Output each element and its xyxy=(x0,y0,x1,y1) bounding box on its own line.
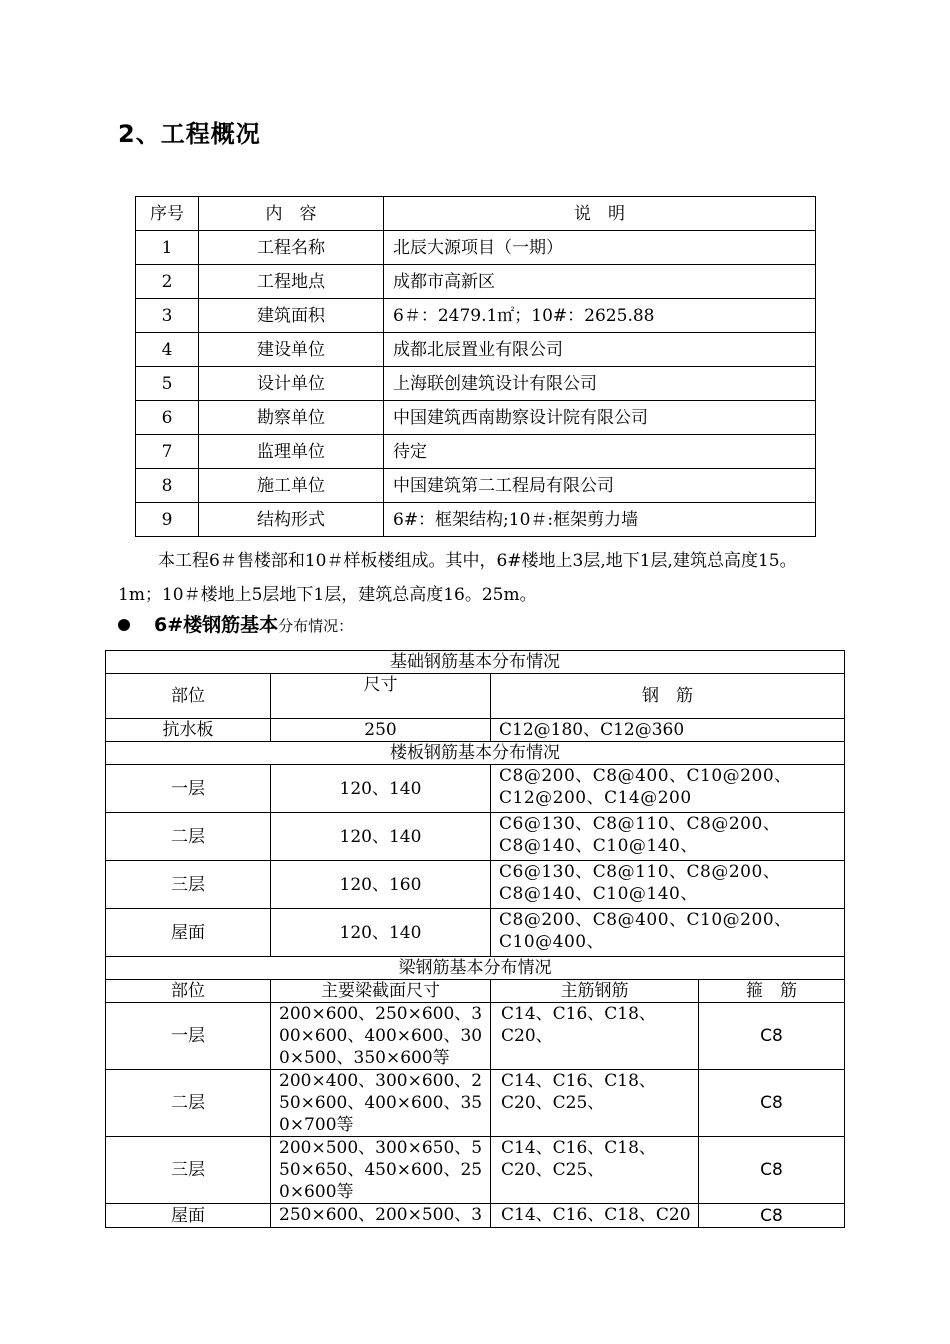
table-row xyxy=(136,401,816,435)
table-row xyxy=(136,333,816,367)
slab-rebar: C8@200、C8@400、C10@200、C12@200、C14@200 xyxy=(491,765,845,813)
foundation-header-size: 尺寸 xyxy=(271,674,491,719)
overview-desc-cell: 待定 xyxy=(384,435,816,469)
overview-header-content: 内 容 xyxy=(199,197,384,231)
beam-header-part: 部位 xyxy=(106,980,271,1003)
beam-section: 250×600、200×500、3 xyxy=(271,1204,491,1228)
overview-index-cell: 9 xyxy=(136,503,199,537)
bullet-heading xyxy=(118,610,353,637)
slab-size: 120、140 xyxy=(271,909,491,957)
overview-item-cell: 监理单位 xyxy=(199,435,384,469)
foundation-part: 抗水板 xyxy=(106,719,271,742)
table-row xyxy=(136,435,816,469)
table-row xyxy=(106,1003,845,1070)
beam-part: 二层 xyxy=(106,1070,271,1137)
overview-index-cell: 8 xyxy=(136,469,199,503)
slab-size: 120、160 xyxy=(271,861,491,909)
beam-title: 梁钢筋基本分布情况 xyxy=(106,957,845,980)
bullet-normal-text: 分布情况： xyxy=(278,617,354,635)
overview-header-row xyxy=(136,197,816,231)
overview-header-desc: 说 明 xyxy=(384,197,816,231)
foundation-header-rebar: 钢 筋 xyxy=(491,674,845,719)
foundation-size: 250 xyxy=(271,719,491,742)
slab-part: 三层 xyxy=(106,861,271,909)
slab-part: 一层 xyxy=(106,765,271,813)
table-row xyxy=(106,813,845,861)
table-row xyxy=(106,1070,845,1137)
overview-desc-cell: 6＃：2479.1㎡；10#：2625.88 xyxy=(384,299,816,333)
bullet-icon xyxy=(118,619,130,631)
table-row xyxy=(106,861,845,909)
table-row xyxy=(106,1137,845,1204)
overview-index-cell: 6 xyxy=(136,401,199,435)
table-row xyxy=(106,765,845,813)
overview-item-cell: 勘察单位 xyxy=(199,401,384,435)
slab-part: 二层 xyxy=(106,813,271,861)
overview-item-cell: 结构形式 xyxy=(199,503,384,537)
foundation-header-part: 部位 xyxy=(106,674,271,719)
table-row xyxy=(106,1204,845,1228)
beam-part: 屋面 xyxy=(106,1204,271,1228)
overview-desc-cell: 上海联创建筑设计有限公司 xyxy=(384,367,816,401)
beam-part: 三层 xyxy=(106,1137,271,1204)
table-row xyxy=(136,231,816,265)
overview-index-cell: 5 xyxy=(136,367,199,401)
overview-index-cell: 1 xyxy=(136,231,199,265)
overview-index-cell: 7 xyxy=(136,435,199,469)
beam-part: 一层 xyxy=(106,1003,271,1070)
overview-index-cell: 2 xyxy=(136,265,199,299)
overview-item-cell: 建设单位 xyxy=(199,333,384,367)
bullet-bold-text: 6#楼钢筋基本 xyxy=(154,614,279,636)
beam-main-rebar: C14、C16、C18、C20、C25、 xyxy=(491,1137,699,1204)
beam-main-rebar: C14、C16、C18、C20、 xyxy=(491,1003,699,1070)
overview-item-cell: 设计单位 xyxy=(199,367,384,401)
table-row xyxy=(136,469,816,503)
beam-header-main: 主筋钢筋 xyxy=(491,980,699,1003)
beam-section: 200×600、250×600、300×600、400×600、300×500、350×600等 xyxy=(271,1003,491,1070)
slab-title: 楼板钢筋基本分布情况 xyxy=(106,742,845,765)
overview-header-index: 序号 xyxy=(136,197,199,231)
overview-index-cell: 3 xyxy=(136,299,199,333)
project-description: 本工程6＃售楼部和10＃样板楼组成。其中，6#楼地上3层,地下1层,建筑总高度15。1m；10＃楼地上5层地下1层，建筑总高度16。25m。 xyxy=(118,551,797,605)
slab-part: 屋面 xyxy=(106,909,271,957)
foundation-title: 基础钢筋基本分布情况 xyxy=(106,651,845,674)
beam-stirrup: C8 xyxy=(699,1137,845,1204)
overview-index-cell: 4 xyxy=(136,333,199,367)
overview-item-cell: 工程名称 xyxy=(199,231,384,265)
section-title: 2、工程概况 xyxy=(118,120,261,148)
beam-stirrup: C8 xyxy=(699,1003,845,1070)
table-row xyxy=(106,909,845,957)
rebar-table xyxy=(105,650,845,1228)
beam-stirrup: C8 xyxy=(699,1204,845,1228)
table-row xyxy=(136,503,816,537)
beam-section: 200×400、300×600、250×600、400×600、350×700等 xyxy=(271,1070,491,1137)
slab-size: 120、140 xyxy=(271,813,491,861)
table-row xyxy=(136,265,816,299)
overview-table xyxy=(135,196,816,537)
overview-desc-cell: 中国建筑西南勘察设计院有限公司 xyxy=(384,401,816,435)
table-row xyxy=(136,299,816,333)
beam-main-rebar: C14、C16、C18、C20 xyxy=(491,1204,699,1228)
foundation-rebar: C12@180、C12@360 xyxy=(491,719,845,742)
overview-desc-cell: 成都北辰置业有限公司 xyxy=(384,333,816,367)
beam-header-section: 主要梁截面尺寸 xyxy=(271,980,491,1003)
slab-rebar: C8@200、C8@400、C10@200、C10@400、 xyxy=(491,909,845,957)
overview-item-cell: 工程地点 xyxy=(199,265,384,299)
overview-item-cell: 施工单位 xyxy=(199,469,384,503)
overview-desc-cell: 成都市高新区 xyxy=(384,265,816,299)
table-row xyxy=(136,367,816,401)
beam-stirrup: C8 xyxy=(699,1070,845,1137)
overview-desc-cell: 6#：框架结构;10＃:框架剪力墙 xyxy=(384,503,816,537)
slab-size: 120、140 xyxy=(271,765,491,813)
beam-section: 200×500、300×650、550×650、450×600、250×600等 xyxy=(271,1137,491,1204)
beam-main-rebar: C14、C16、C18、C20、C25、 xyxy=(491,1070,699,1137)
overview-desc-cell: 中国建筑第二工程局有限公司 xyxy=(384,469,816,503)
overview-desc-cell: 北辰大源项目（一期） xyxy=(384,231,816,265)
overview-item-cell: 建筑面积 xyxy=(199,299,384,333)
slab-rebar: C6@130、C8@110、C8@200、C8@140、C10@140、 xyxy=(491,861,845,909)
slab-rebar: C6@130、C8@110、C8@200、C8@140、C10@140、 xyxy=(491,813,845,861)
beam-header-stirrup: 箍 筋 xyxy=(699,980,845,1003)
